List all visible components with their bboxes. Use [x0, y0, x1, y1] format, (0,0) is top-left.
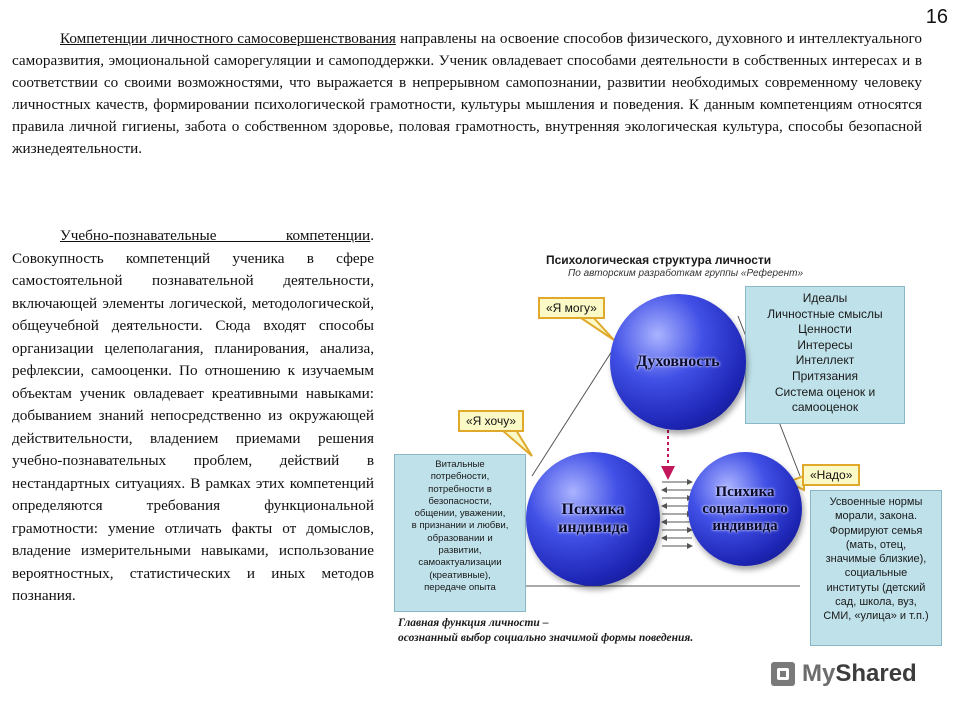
bubble-mogu-pointer: [578, 316, 614, 340]
panel-item: передаче опыта: [424, 581, 496, 593]
panel-item: самооценок: [791, 400, 859, 415]
panel-item: Ценности: [798, 322, 852, 337]
panel-item: морали, закона.: [834, 510, 918, 523]
myshared-watermark: [768, 656, 917, 692]
diagram-title: Психологическая структура личности: [546, 253, 772, 267]
sphere-social-psyche-label: Психика социального индивида: [702, 483, 788, 534]
sphere-spirituality-label: Духовность: [636, 353, 720, 370]
panel-item: сад, школа, вуз,: [835, 596, 917, 609]
bubble-must: «Надо»: [802, 464, 860, 486]
bubble-i-can: «Я могу»: [538, 297, 605, 319]
panel-item: в признании и любви,: [411, 520, 509, 532]
paragraph1-text: направлены на освоение способов физического, духовного и интеллектуального саморазвития, эмоциональной саморегуляции и самоподдержки. Ученик овладевает способами деятельности в собственных интересах и в соответствии со своими возможностями, что выражается в непрерывном самопознании, развитии необходимых современному человеку личностных качеств, формировании психологической грамотности, культуры мышления и поведения. К данным компетенциям относятся правила личной гигиены, забота о собственном здоровье, половая грамотность, внутренняя экологическая культура, способы безопасной жизнедеятельности.: [12, 30, 922, 157]
panel-individual-needs: [394, 454, 526, 612]
panel-item: развитии,: [438, 545, 482, 557]
panel-item: общении, уважении,: [414, 508, 506, 520]
panel-item: (мать, отец,: [845, 538, 907, 551]
personality-structure-diagram: [392, 246, 952, 656]
panel-item: Личностные смыслы: [767, 306, 883, 321]
panel-item: Идеалы: [802, 291, 848, 305]
sphere-social-psyche: [688, 452, 802, 566]
paragraph2-text: . Совокупность компетенций ученика в сфере самостоятельной познавательной деятельности, включающей элементы логической, методологической, общеучебной деятельности. Сюда входят способы организации целеполагания, планирования, анализа, рефлексии, самооценки. По отношению к изучаемым объектам ученик овладевает креативными навыками: добыванием знаний непосредственно из окружающей действительности, владением приемами решения учебно-познавательных проблем, действий в нестандартных ситуациях. В рамках этих компетенций определяются требования функциональной грамотности: умение отличать факты от домыслов, владение измерительными навыками, использование вероятностных, статистических и иных методов познания.: [12, 227, 374, 604]
diagram-subtitle: По авторским разработкам группы «Референт»: [568, 268, 804, 279]
bubble-hochu-pointer: [502, 430, 532, 456]
paragraph-personal-competencies: [12, 28, 922, 160]
panel-item: (креативные),: [429, 569, 491, 581]
paragraph-cognitive-competencies: [12, 225, 374, 608]
panel-item: потребности в: [428, 483, 492, 495]
panel-item: СМИ, «улица» и т.п.): [823, 610, 929, 623]
sphere-spirituality: [610, 294, 746, 430]
page-number: 16: [925, 6, 948, 28]
panel-item: Формируют семья: [829, 524, 923, 537]
panel-item: самоактуализации: [418, 557, 502, 569]
panel-item: потребности,: [430, 471, 490, 483]
panel-item: Интересы: [797, 337, 853, 352]
term-cognitive-competencies: Учебно-познавательные компетенции: [60, 227, 371, 244]
panel-item: Система оценок и: [774, 384, 876, 399]
sphere-individual-psyche-label: Психика индивида: [558, 501, 628, 536]
panel-item: безопасности,: [428, 495, 492, 507]
panel-social-norms: [810, 490, 942, 646]
watermark-text: MyShared: [802, 660, 917, 687]
sphere-individual-psyche: [526, 452, 660, 586]
term-personal-competencies: Компетенции личностного самосовершенствования: [60, 30, 396, 47]
panel-item: Интеллект: [795, 353, 855, 368]
panel-item: социальные: [844, 567, 908, 580]
panel-item: значимые близкие),: [825, 553, 927, 566]
panel-item: институты (детский: [826, 581, 926, 594]
panel-item: Притязания: [792, 368, 858, 383]
bubble-i-want: «Я хочу»: [458, 410, 524, 432]
main-function-caption: Главная функция личности – осознанный выбор социально значимой формы поведения.: [398, 617, 694, 644]
panel-spirituality-contents: [745, 286, 905, 424]
panel-item: Витальные: [435, 459, 485, 470]
panel-item: Усвоенные нормы: [829, 496, 923, 508]
myshared-logo-icon: [768, 659, 798, 689]
panel-item: образовании и: [427, 532, 493, 544]
